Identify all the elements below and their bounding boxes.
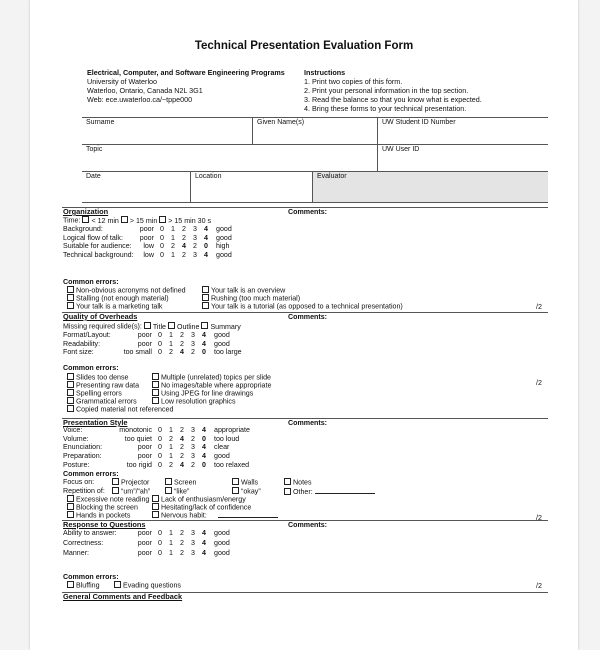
rating-score[interactable]: 3: [191, 549, 195, 557]
error-option-label: Rushing (too much material): [211, 294, 301, 303]
checkbox-icon: [114, 581, 121, 588]
time-option[interactable]: [159, 217, 211, 225]
rating-low-label: monotonic: [119, 426, 152, 434]
rating-score[interactable]: 2: [180, 339, 184, 348]
rating-score[interactable]: 2: [180, 549, 184, 557]
rating-score[interactable]: 3: [191, 452, 195, 461]
error-option-label: Slides too dense: [76, 373, 129, 382]
missing-slide-option[interactable]: [201, 323, 240, 331]
questions-score: /2: [536, 582, 542, 590]
rating-score[interactable]: 3: [193, 233, 197, 242]
organization-heading: Organization: [63, 207, 109, 216]
rating-high-label: good: [214, 549, 230, 557]
error-option[interactable]: [67, 511, 130, 520]
address: Waterloo, Ontario, Canada N2L 3G1: [87, 86, 203, 95]
error-option-label: Blocking the screen: [76, 503, 138, 512]
rating-low-label: low: [143, 250, 154, 259]
other-input[interactable]: [315, 487, 375, 494]
organization-errors-heading: Common errors:: [63, 278, 119, 286]
style-option[interactable]: [112, 478, 149, 487]
style-option-label: Other:: [293, 488, 313, 496]
overheads-comments-label: Comments:: [288, 313, 328, 321]
rating-high-label: good: [214, 331, 230, 339]
rating-high-label: too relaxed: [214, 460, 250, 469]
error-option-label: Non-obvious acronyms not defined: [76, 286, 186, 295]
given-name-label: Given Name(s): [257, 119, 305, 126]
rating-score[interactable]: 4: [180, 348, 184, 357]
style-errors-heading: Common errors:: [63, 470, 119, 478]
form-page: [30, 0, 578, 650]
user-id-field[interactable]: [378, 145, 548, 171]
department-name: Electrical, Computer, and Software Engineering Programs: [87, 68, 285, 77]
date-field[interactable]: [82, 172, 191, 202]
rating-score[interactable]: 4: [182, 242, 186, 250]
rating-label: Voice:: [63, 426, 83, 434]
rating-score[interactable]: 2: [169, 348, 173, 357]
rating-score[interactable]: 0: [158, 339, 162, 348]
rating-score[interactable]: 0: [160, 250, 164, 259]
general-section: [62, 592, 548, 632]
student-id-label: UW Student ID Number: [382, 119, 456, 126]
error-option-label: Low resolution graphics: [161, 397, 236, 406]
rating-label: Font size:: [63, 348, 94, 357]
style-option[interactable]: [284, 478, 312, 487]
checkbox-icon: [284, 488, 291, 495]
rating-label: Ability to answer:: [63, 529, 117, 537]
underline: [218, 511, 278, 518]
checkbox-icon: [112, 478, 119, 485]
rating-label: Background:: [63, 225, 103, 233]
rating-score[interactable]: 0: [202, 348, 206, 357]
questions-errors-heading: Common errors:: [63, 573, 119, 581]
missing-slide-option[interactable]: [168, 323, 199, 331]
rating-score[interactable]: 0: [158, 452, 162, 461]
error-option-label: Your talk is a marketing talk: [76, 302, 163, 311]
rating-score[interactable]: 0: [158, 443, 162, 452]
checkbox-icon: [152, 397, 159, 404]
style-score: /2: [536, 514, 542, 522]
rating-score[interactable]: 2: [182, 233, 186, 242]
rating-score[interactable]: 4: [202, 452, 206, 461]
rating-high-label: good: [216, 250, 232, 259]
rating-score[interactable]: 2: [182, 250, 186, 259]
evaluator-field[interactable]: [313, 172, 548, 202]
checkbox-icon: [152, 511, 159, 518]
user-id-label: UW User ID: [382, 146, 420, 153]
error-option[interactable]: [67, 581, 100, 590]
rating-score[interactable]: 1: [169, 539, 173, 547]
time-row: [63, 216, 211, 225]
form-title: Technical Presentation Evaluation Form: [194, 40, 414, 52]
rating-label: Manner:: [63, 549, 90, 557]
error-option-label: Presenting raw data: [76, 381, 140, 390]
rating-score[interactable]: 4: [202, 549, 206, 557]
rating-score[interactable]: 1: [171, 233, 175, 242]
rating-high-label: clear: [214, 443, 230, 452]
checkbox-icon: [202, 294, 209, 301]
style-option-label: “okay”: [241, 487, 261, 496]
rating-score[interactable]: 4: [204, 233, 208, 242]
rating-score[interactable]: 0: [158, 460, 162, 469]
rating-score[interactable]: 0: [202, 460, 206, 469]
checkbox-icon: [67, 286, 74, 293]
rating-score[interactable]: 0: [160, 225, 164, 233]
location-field[interactable]: [191, 172, 313, 202]
rating-score[interactable]: 0: [158, 348, 162, 357]
rating-high-label: good: [214, 339, 230, 348]
instruction-item: 1. Print two copies of this form.: [304, 77, 403, 86]
rating-score[interactable]: 1: [169, 443, 173, 452]
rating-score[interactable]: 3: [191, 529, 195, 537]
date-label: Date: [86, 173, 101, 180]
checkbox-icon: [152, 503, 159, 510]
rating-low-label: poor: [139, 233, 154, 242]
error-option-label: Evading questions: [123, 581, 181, 590]
time-option-label: > 15 min: [129, 216, 158, 225]
rating-score[interactable]: 4: [202, 426, 206, 434]
checkbox-icon: [232, 478, 239, 485]
questions-comments-label: Comments:: [288, 521, 328, 529]
checkbox-icon: [67, 397, 74, 404]
rating-score[interactable]: 2: [191, 434, 195, 443]
rating-label: Suitable for audience:: [63, 242, 132, 250]
overheads-section: [62, 312, 548, 418]
rating-score[interactable]: 2: [193, 242, 197, 250]
error-option-label: No images/table where appropriate: [161, 381, 272, 390]
error-option-label: Grammatical errors: [76, 397, 137, 406]
questions-heading: Response to Questions: [63, 520, 146, 529]
evaluator-label: Evaluator: [317, 173, 347, 180]
organization-score: /2: [536, 303, 542, 311]
error-option[interactable]: [67, 302, 162, 311]
rating-low-label: poor: [137, 549, 152, 557]
rating-high-label: too large: [214, 348, 242, 357]
error-option[interactable]: [114, 581, 181, 590]
rating-score[interactable]: 3: [191, 331, 195, 339]
questions-section: [62, 520, 548, 592]
rating-score[interactable]: 0: [158, 539, 162, 547]
checkbox-icon: [144, 322, 151, 329]
rating-low-label: poor: [137, 529, 152, 537]
checkbox-icon: [165, 478, 172, 485]
rating-score[interactable]: 0: [202, 434, 206, 443]
rating-label: Volume:: [63, 434, 89, 443]
checkbox-icon: [67, 373, 74, 380]
error-option[interactable]: [67, 405, 173, 414]
rating-score[interactable]: 4: [202, 339, 206, 348]
rating-score[interactable]: 2: [180, 331, 184, 339]
rating-score[interactable]: 2: [180, 426, 184, 434]
missing-slide-label: Summary: [210, 322, 241, 331]
error-option-label: Excessive note reading: [76, 495, 150, 504]
department-block: [87, 68, 285, 104]
instructions-heading: Instructions: [304, 68, 346, 77]
missing-slide-option[interactable]: [144, 323, 166, 331]
rating-score[interactable]: 0: [204, 242, 208, 250]
rating-low-label: too small: [123, 348, 152, 357]
given-name-field[interactable]: [253, 118, 378, 144]
error-option-label: Your talk is a tutorial (as opposed to a technical presentation): [211, 302, 403, 311]
rating-score[interactable]: 4: [204, 250, 208, 259]
rating-score[interactable]: 3: [191, 443, 195, 452]
rating-score[interactable]: 2: [182, 225, 186, 233]
rating-score[interactable]: 4: [202, 331, 206, 339]
checkbox-icon: [121, 216, 128, 223]
style-option-label: Notes: [293, 478, 312, 487]
checkbox-icon: [82, 216, 89, 223]
error-option-label: Bluffing: [76, 581, 100, 590]
organization-section: [62, 207, 548, 311]
style-option-label: Screen: [174, 478, 197, 487]
rating-low-label: poor: [137, 539, 152, 547]
missing-slide-label: Title: [152, 322, 166, 331]
rating-score[interactable]: 4: [204, 225, 208, 233]
error-option-label: Your talk is an overview: [211, 286, 286, 295]
checkbox-icon: [232, 487, 239, 494]
error-option-label: Multiple (unrelated) topics per slide: [161, 373, 272, 382]
student-id-field[interactable]: [378, 118, 548, 144]
checkbox-icon: [202, 286, 209, 293]
rating-score[interactable]: 3: [193, 250, 197, 259]
checkbox-icon: [201, 322, 208, 329]
topic-label: Topic: [86, 146, 103, 153]
missing-slide-label: Outline: [176, 322, 200, 331]
checkbox-icon: [67, 503, 74, 510]
error-option-label: Hesitating/lack of confidence: [161, 503, 252, 512]
rating-label: Enunciation:: [63, 443, 103, 452]
overheads-score: /2: [536, 379, 542, 387]
style-option[interactable]: [165, 478, 196, 487]
checkbox-icon: [202, 302, 209, 309]
rating-label: Readability:: [63, 339, 101, 348]
error-option-label: Stalling (not enough material): [76, 294, 169, 303]
style-option-label: “like”: [174, 487, 190, 496]
rating-score[interactable]: 3: [193, 225, 197, 233]
error-option[interactable]: [202, 302, 403, 311]
topic-field[interactable]: [82, 145, 378, 171]
error-option-label: Hands in pockets: [76, 511, 131, 520]
instruction-item: 3. Read the balance so that you know what is expected.: [304, 95, 482, 104]
rating-label: Logical flow of talk:: [63, 233, 123, 242]
error-option-label: Nervous habit:: [161, 511, 207, 520]
error-option-label: Lack of enthusiasm/energy: [161, 495, 246, 504]
rating-label: Correctness:: [63, 539, 104, 547]
rating-score[interactable]: 1: [171, 225, 175, 233]
rating-score[interactable]: 1: [169, 339, 173, 348]
rating-score[interactable]: 4: [202, 539, 206, 547]
error-option-label: Copied material not referenced: [76, 405, 174, 414]
overheads-errors-heading: Common errors:: [63, 364, 119, 372]
checkbox-icon: [165, 487, 172, 494]
surname-label: Surname: [86, 119, 115, 126]
checkbox-icon: [67, 381, 74, 388]
style-heading: Presentation Style: [63, 418, 128, 427]
rating-score[interactable]: 1: [169, 452, 173, 461]
error-option[interactable]: [152, 511, 207, 520]
surname-field[interactable]: [82, 118, 253, 144]
style-option[interactable]: [232, 478, 258, 487]
style-option[interactable]: [284, 487, 375, 496]
rating-score[interactable]: 2: [191, 460, 195, 469]
time-option[interactable]: [82, 217, 118, 225]
error-option-label: Using JPEG for line drawings: [161, 389, 254, 398]
general-heading: General Comments and Feedback: [63, 592, 183, 601]
rating-high-label: good: [216, 233, 232, 242]
rating-score[interactable]: 1: [169, 529, 173, 537]
instruction-item: 2. Print your personal information in the top section.: [304, 86, 469, 95]
checkbox-icon: [112, 487, 119, 494]
organization-comments-label: Comments:: [288, 208, 328, 216]
rating-score[interactable]: 0: [158, 426, 162, 434]
error-option-label: Spelling errors: [76, 389, 122, 398]
web-address: Web: ece.uwaterloo.ca/~tppe000: [87, 95, 193, 104]
rating-score[interactable]: 2: [169, 460, 173, 469]
rating-low-label: poor: [137, 339, 152, 348]
rating-score[interactable]: 2: [171, 242, 175, 250]
rating-low-label: poor: [137, 452, 152, 461]
rating-low-label: low: [143, 242, 154, 250]
rating-low-label: too rigid: [126, 460, 152, 469]
checkbox-icon: [67, 302, 74, 309]
checkbox-icon: [284, 478, 291, 485]
error-option[interactable]: [152, 397, 236, 406]
rating-score[interactable]: 0: [158, 331, 162, 339]
rating-score[interactable]: 2: [169, 434, 173, 443]
checkbox-icon: [152, 495, 159, 502]
rating-high-label: too loud: [214, 434, 240, 443]
rating-label: Preparation:: [63, 452, 102, 461]
presentation-style-section: [62, 418, 548, 520]
rating-score[interactable]: 3: [191, 339, 195, 348]
rating-low-label: too quiet: [124, 434, 152, 443]
style-option-label: Walls: [241, 478, 259, 487]
rating-score[interactable]: 2: [180, 539, 184, 547]
style-option-label: Projector: [121, 478, 150, 487]
checkbox-icon: [152, 381, 159, 388]
time-option-label: > 15 min 30 s: [168, 216, 212, 225]
rating-high-label: good: [216, 225, 232, 233]
time-label: Time:: [63, 216, 81, 225]
rating-score[interactable]: 3: [191, 539, 195, 547]
university-name: University of Waterloo: [87, 77, 158, 86]
missing-slides-row: [63, 322, 241, 331]
instructions-block: [304, 68, 482, 113]
rating-score[interactable]: 4: [180, 460, 184, 469]
rating-score[interactable]: 2: [180, 452, 184, 461]
rating-label: Technical background:: [63, 250, 134, 259]
overheads-heading: Quality of Overheads: [63, 312, 138, 321]
rating-low-label: poor: [137, 331, 152, 339]
rating-high-label: good: [214, 539, 230, 547]
time-option[interactable]: [121, 217, 157, 225]
checkbox-icon: [159, 216, 166, 223]
rating-score[interactable]: 4: [202, 529, 206, 537]
checkbox-icon: [67, 405, 74, 412]
rating-score[interactable]: 4: [202, 443, 206, 452]
rating-score[interactable]: 0: [160, 242, 164, 250]
rating-low-label: poor: [137, 443, 152, 452]
option-row-label: Focus on:: [63, 478, 95, 486]
rating-score[interactable]: 1: [171, 250, 175, 259]
checkbox-icon: [67, 511, 74, 518]
rating-score[interactable]: 0: [158, 434, 162, 443]
checkbox-icon: [67, 389, 74, 396]
instruction-item: 4. Bring these forms to your technical presentation.: [304, 104, 467, 113]
style-option-label: “um”/“ah”: [121, 487, 151, 496]
rating-score[interactable]: 1: [169, 549, 173, 557]
checkbox-icon: [152, 389, 159, 396]
rating-score[interactable]: 2: [191, 348, 195, 357]
rating-score[interactable]: 1: [169, 331, 173, 339]
rating-score[interactable]: 0: [160, 233, 164, 242]
rating-high-label: good: [214, 452, 230, 461]
rating-score[interactable]: 1: [169, 426, 173, 434]
rating-score[interactable]: 0: [158, 549, 162, 557]
nervous-habit-input[interactable]: [218, 511, 278, 520]
rating-score[interactable]: 4: [180, 434, 184, 443]
rating-high-label: good: [214, 529, 230, 537]
missing-slides-label: Missing required slide(s):: [63, 322, 142, 331]
option-row-label: Repetition of:: [63, 487, 105, 495]
rating-high-label: appropriate: [214, 426, 250, 434]
checkbox-icon: [67, 495, 74, 502]
rating-high-label: high: [216, 242, 230, 250]
rating-score[interactable]: 2: [180, 443, 184, 452]
rating-label: Format/Layout:: [63, 331, 111, 339]
rating-score[interactable]: 3: [191, 426, 195, 434]
checkbox-icon: [152, 373, 159, 380]
rating-score[interactable]: 0: [158, 529, 162, 537]
personal-info-table: [82, 117, 548, 203]
checkbox-icon: [67, 581, 74, 588]
style-comments-label: Comments:: [288, 419, 328, 427]
checkbox-icon: [168, 322, 175, 329]
rating-low-label: poor: [139, 225, 154, 233]
location-label: Location: [195, 173, 222, 180]
checkbox-icon: [67, 294, 74, 301]
time-option-label: < 12 min: [91, 216, 119, 225]
rating-score[interactable]: 2: [180, 529, 184, 537]
rating-label: Posture:: [63, 460, 90, 469]
